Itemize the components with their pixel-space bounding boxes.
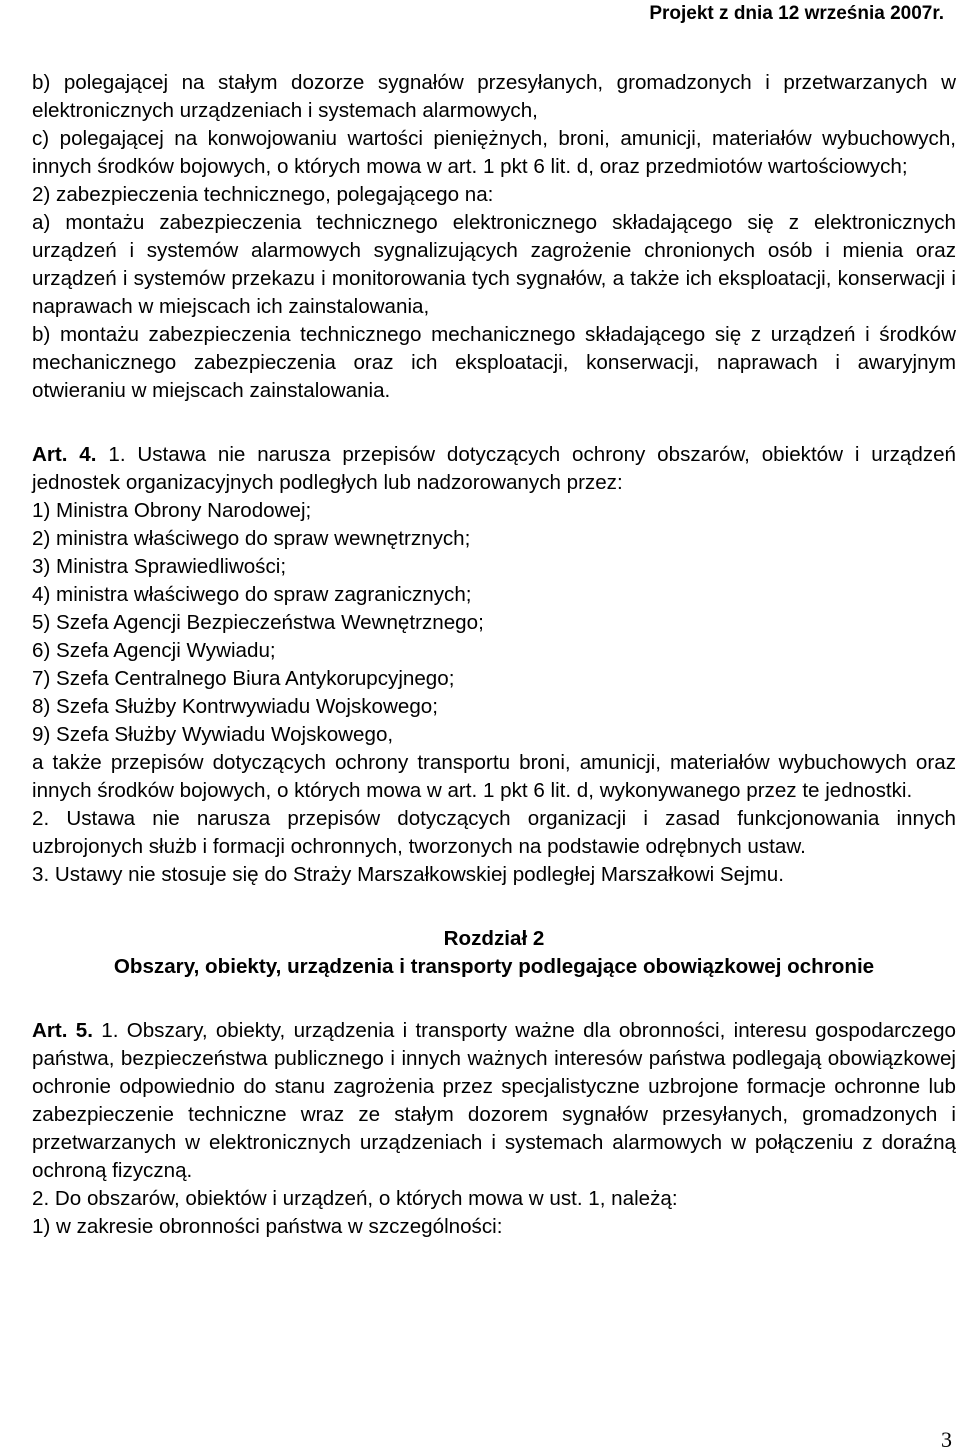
art-4-item: 4) ministra właściwego do spraw zagranicznych; xyxy=(32,583,472,606)
document-body xyxy=(32,69,956,1241)
art-4-item: 9) Szefa Służby Wywiadu Wojskowego, xyxy=(32,723,394,746)
art-4-item: 5) Szefa Agencji Bezpieczeństwa Wewnętrznego; xyxy=(32,611,484,634)
art-5-paragraph-1 xyxy=(32,1017,956,1185)
art-4-label: Art. 4. xyxy=(32,443,97,466)
spacer xyxy=(32,405,956,441)
art-4-paragraph-2: 2. Ustawa nie narusza przepisów dotyczących organizacji i zasad funkcjonowania innych uzbrojonych służb i formacji ochronnych, tworzonych na podstawie odrębnych ustaw. xyxy=(32,807,956,858)
art-5-item-1: 1) w zakresie obronności państwa w szczególności: xyxy=(32,1215,503,1238)
spacer xyxy=(32,981,956,1017)
art-4-item: 1) Ministra Obrony Narodowej; xyxy=(32,499,312,522)
spacer xyxy=(32,889,956,925)
art-4-item: 3) Ministra Sprawiedliwości; xyxy=(32,555,287,578)
art-4-closing: a także przepisów dotyczących ochrony transportu broni, amunicji, materiałów wybuchowych oraz innych środków bojowych, o których mowa w art. 1 pkt 6 lit. d, wykonywanego przez te jednostki. xyxy=(32,751,956,802)
art-4-item: 2) ministra właściwego do spraw wewnętrznych; xyxy=(32,527,471,550)
art-4-paragraph-1 xyxy=(32,441,956,497)
point-2: 2) zabezpieczenia technicznego, polegającego na: xyxy=(32,183,494,206)
art-4-item: 7) Szefa Centralnego Biura Antykorupcyjnego; xyxy=(32,667,455,690)
draft-date-header: Projekt z dnia 12 września 2007r. xyxy=(649,3,944,24)
point-2a: a) montażu zabezpieczenia technicznego elektronicznego składającego się z elektronicznych urządzeń i systemów alarmowych sygnalizujących zagrożenie chronionych osób i mienia oraz urządzeń i systemów przekazu i monitorowania tych sygnałów, a także ich eksploatacji, konserwacji i naprawach w miejscach ich zainstalowania, xyxy=(32,211,956,318)
art-5-text: 1. Obszary, obiekty, urządzenia i transporty ważne dla obronności, interesu gospodarczego państwa, bezpieczeństwa publicznego i innych ważnych interesów państwa podlegają obowiązkowej ochronie odpowiednio do stanu zagrożenia przez specjalistyczne uzbrojone formacje ochronne lub zabezpieczenie techniczne wraz ze stałym dozorem sygnałów przesyłanych, gromadzonych i przetwarzanych w elektronicznych urządzeniach i systemach alarmowych w połączeniu z doraźną ochroną fizyczną. xyxy=(32,1019,956,1182)
art-4-item: 6) Szefa Agencji Wywiadu; xyxy=(32,639,276,662)
art-5-paragraph-2: 2. Do obszarów, obiektów i urządzeń, o których mowa w ust. 1, należą: xyxy=(32,1187,678,1210)
chapter-number: Rozdział 2 xyxy=(443,927,545,950)
point-1b: b) polegającej na stałym dozorze sygnałów przesyłanych, gromadzonych i przetwarzanych w elektronicznych urządzeniach i systemach alarmowych, xyxy=(32,71,956,122)
art-4-item: 8) Szefa Służby Kontrwywiadu Wojskowego; xyxy=(32,695,438,718)
point-1c: c) polegającej na konwojowaniu wartości pieniężnych, broni, amunicji, materiałów wybuchowych, innych środków bojowych, o których mowa w art. 1 pkt 6 lit. d, oraz przedmiotów wartościowych; xyxy=(32,127,956,178)
art-5-label: Art. 5. xyxy=(32,1019,93,1042)
point-2b: b) montażu zabezpieczenia technicznego mechanicznego składającego się z urządzeń i środków mechanicznego zabezpieczenia oraz ich eksploatacji, konserwacji, naprawach i awaryjnym otwieraniu w miejscach zainstalowania. xyxy=(32,323,956,402)
chapter-title: Obszary, obiekty, urządzenia i transporty podlegające obowiązkowej ochronie xyxy=(113,955,875,978)
page-number: 3 xyxy=(941,1427,952,1452)
art-4-intro: 1. Ustawa nie narusza przepisów dotyczących ochrony obszarów, obiektów i urządzeń jednostek organizacyjnych podległych lub nadzorowanych przez: xyxy=(32,443,956,494)
art-4-paragraph-3: 3. Ustawy nie stosuje się do Straży Marszałkowskiej podległej Marszałkowi Sejmu. xyxy=(32,863,784,886)
